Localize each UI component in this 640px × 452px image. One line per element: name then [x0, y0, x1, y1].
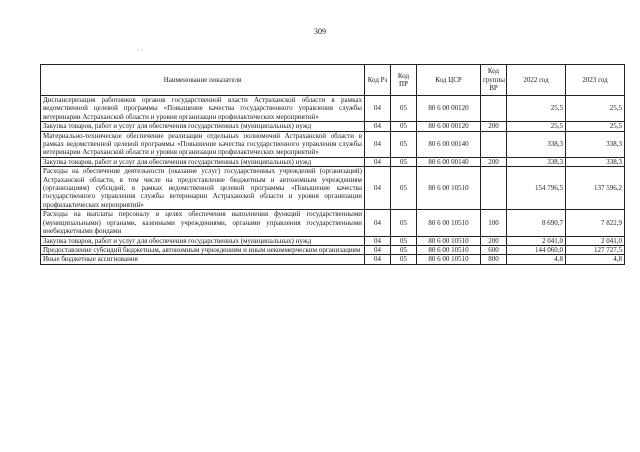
row-pr: 05: [391, 210, 417, 236]
table-row: [41, 245, 625, 254]
row-csr: 80 6 00 10510: [417, 245, 481, 254]
table-row: [41, 210, 625, 236]
row-2023: 2 041,0: [566, 236, 625, 245]
row-csr: 80 6 00 10510: [417, 167, 481, 210]
header-csr: Код ЦСР: [417, 65, 481, 96]
row-vr: [481, 167, 507, 210]
row-name: Иные бюджетные ассигнования: [41, 255, 365, 264]
row-vr: 600: [481, 245, 507, 254]
row-2023: 338,3: [566, 157, 625, 166]
row-csr: 80 6 00 00140: [417, 157, 481, 166]
row-vr: 200: [481, 122, 507, 131]
row-2023: 137 596,2: [566, 167, 625, 210]
row-csr: 80 6 00 00120: [417, 96, 481, 122]
table-header-row: [41, 65, 625, 96]
row-2022: 25,5: [507, 96, 566, 122]
row-2022: 2 041,0: [507, 236, 566, 245]
scan-speck: ` `: [137, 50, 143, 56]
header-vr: Код группы ВР: [481, 65, 507, 96]
row-vr: 200: [481, 157, 507, 166]
row-vr: [481, 96, 507, 122]
row-csr: 80 6 00 00140: [417, 131, 481, 157]
row-name: Расходы на выплаты персоналу в целях обеспечения выполнения функций государственными (муниципальными) органами, казенными учреждениями, органами управления государственными внебюджетными фондами: [41, 210, 365, 236]
row-rz: 04: [365, 210, 391, 236]
header-rz: Код Рз: [365, 65, 391, 96]
row-rz: 04: [365, 255, 391, 264]
row-2022: 338,3: [507, 157, 566, 166]
row-vr: 800: [481, 255, 507, 264]
row-csr: 80 6 00 10510: [417, 210, 481, 236]
table-row: [41, 236, 625, 245]
row-vr: 200: [481, 236, 507, 245]
row-pr: 05: [391, 131, 417, 157]
row-pr: 05: [391, 157, 417, 166]
row-csr: 80 6 00 10510: [417, 236, 481, 245]
table-row: [41, 122, 625, 131]
row-vr: [481, 131, 507, 157]
row-name: Материально-техническое обеспечение реализации отдельных полномочий Астраханской области в рамках ведомственной целевой программы «Повышение качества государственного управления службы ветеринарии Астраханской области и уровня организации профилактических мероприятий»: [41, 131, 365, 157]
row-rz: 04: [365, 167, 391, 210]
row-name: Предоставление субсидий бюджетным, автономным учреждениям и иным некоммерческим организациям: [41, 245, 365, 254]
page-number: 309: [314, 27, 326, 36]
table-row: [41, 157, 625, 166]
row-rz: 04: [365, 245, 391, 254]
row-pr: 05: [391, 236, 417, 245]
row-name: Закупка товаров, работ и услуг для обеспечения государственных (муниципальных) нужд: [41, 122, 365, 131]
row-2022: 8 690,7: [507, 210, 566, 236]
row-csr: 80 6 00 00120: [417, 122, 481, 131]
row-2022: 144 060,0: [507, 245, 566, 254]
table-row: [41, 96, 625, 122]
table-row: [41, 167, 625, 210]
row-rz: 04: [365, 96, 391, 122]
row-name: Закупка товаров, работ и услуг для обеспечения государственных (муниципальных) нужд: [41, 157, 365, 166]
row-pr: 05: [391, 96, 417, 122]
header-pr: Код ПР: [391, 65, 417, 96]
row-2023: 127 727,5: [566, 245, 625, 254]
row-name: Расходы на обеспечение деятельности (оказание услуг) государственных учреждений (организаций) Астраханской области, в том числе на предоставление бюджетным и автономным учреждениям (организациям) субсидий, в рамках ведомственной целевой программы «Повышение качества государственного управления службы ветеринарии Астраханской области и уровня организации профилактических мероприятий»: [41, 167, 365, 210]
row-2023: 7 822,9: [566, 210, 625, 236]
header-2022: 2022 год: [507, 65, 566, 96]
row-name: Диспансеризация работников органов государственной власти Астраханской области в рамках ведомственной целевой программы «Повышение качества государственного управления службы ветеринарии Астраханской области и уровня организации профилактических мероприятий»: [41, 96, 365, 122]
row-pr: 05: [391, 167, 417, 210]
row-vr: 100: [481, 210, 507, 236]
header-2023: 2023 год: [566, 65, 625, 96]
row-2022: 25,5: [507, 122, 566, 131]
table-row: [41, 131, 625, 157]
row-2023: 338,3: [566, 131, 625, 157]
row-csr: 80 6 00 10510: [417, 255, 481, 264]
row-name: Закупка товаров, работ и услуг для обеспечения государственных (муниципальных) нужд: [41, 236, 365, 245]
row-2022: 338,3: [507, 131, 566, 157]
row-pr: 05: [391, 122, 417, 131]
header-name: Наименование показателя: [41, 65, 365, 96]
row-2022: 4,8: [507, 255, 566, 264]
row-2023: 25,5: [566, 96, 625, 122]
row-rz: 04: [365, 236, 391, 245]
row-rz: 04: [365, 122, 391, 131]
row-pr: 05: [391, 255, 417, 264]
budget-table: [40, 64, 625, 265]
row-2023: 25,5: [566, 122, 625, 131]
row-rz: 04: [365, 157, 391, 166]
row-2022: 154 796,5: [507, 167, 566, 210]
row-2023: 4,8: [566, 255, 625, 264]
table-row: [41, 255, 625, 264]
row-pr: 05: [391, 245, 417, 254]
row-rz: 04: [365, 131, 391, 157]
